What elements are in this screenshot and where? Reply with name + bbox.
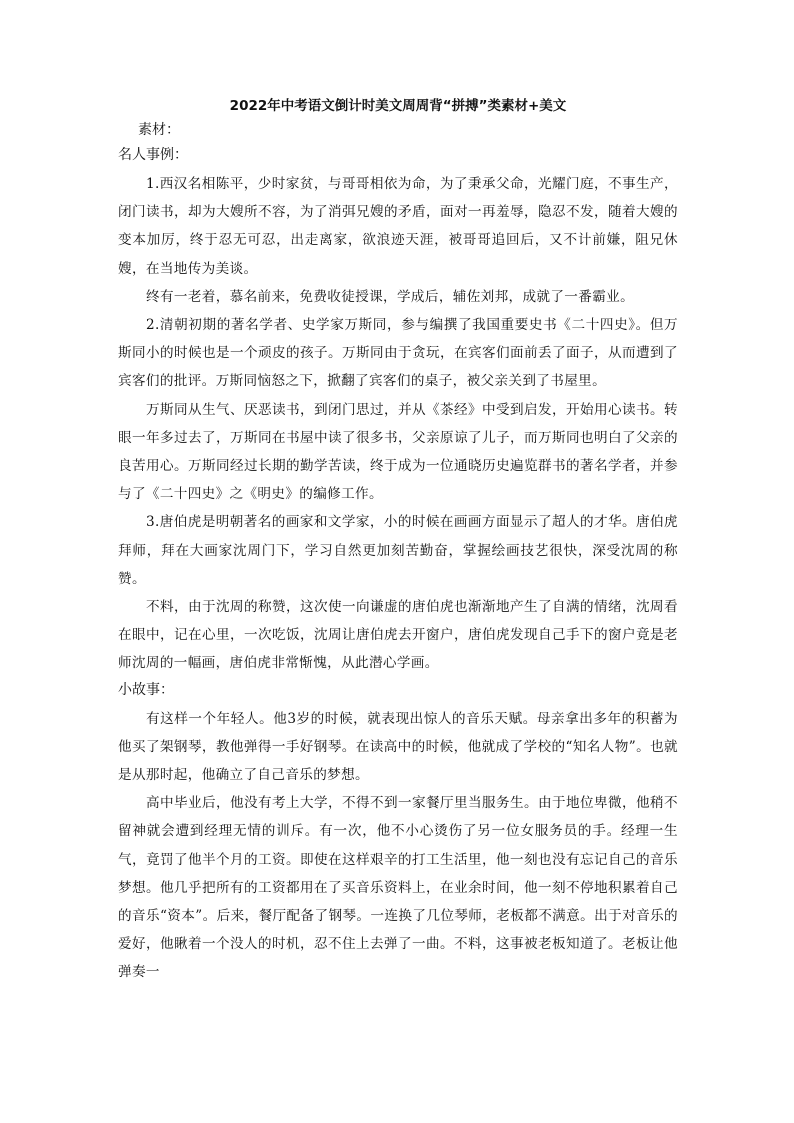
document-page xyxy=(118,96,678,987)
section-label-material: 素材： xyxy=(138,122,180,138)
paragraph: 1.西汉名相陈平，少时家贫，与哥哥相依为命，为了秉承父命，光耀门庭，不事生产，闭门读书，却为大嫂所不容，为了消弭兄嫂的矛盾，面对一再羞辱，隐忍不发，随着大嫂的变本加厉，终于忍无可忍，出走离家，欲浪迹天涯，被哥哥追回后，又不计前嫌，阻兄休嫂，在当地传为美谈。 xyxy=(118,176,678,277)
section-label-story: 小故事： xyxy=(118,681,174,698)
paragraph: 有这样一个年轻人。他3岁的时候，就表现出惊人的音乐天赋。母亲拿出多年的积蓄为他买了架钢琴，教他弹得一手好钢琴。在读高中的时候，他就成了学校的“知名人物”。也就是从那时起，他确立了自己音乐的梦想。 xyxy=(118,710,678,784)
paragraph: 2.清朝初期的著名学者、史学家万斯同，参与编撰了我国重要史书《二十四史》。但万斯同小的时候也是一个顽皮的孩子。万斯同由于贪玩，在宾客们面前丢了面子，从而遭到了宾客们的批评。万斯同恼怒之下，掀翻了宾客们的桌子，被父亲关到了书屋里。 xyxy=(118,317,678,390)
paragraph: 高中毕业后，他没有考上大学，不得不到一家餐厅里当服务生。由于地位卑微，他稍不留神就会遭到经理无情的训斥。有一次，他不小心烫伤了另一位女服务员的手。经理一生气，竟罚了他半个月的工资。即使在这样艰辛的打工生活里，他一刻也没有忘记自己的音乐梦想。他几乎把所有的工资都用在了买音乐资料上，在业余时间，他一刻不停地积累着自己的音乐“资本”。后来，餐厅配备了钢琴。一连换了几位琴师，老板都不满意。出于对音乐的爱好，他瞅着一个没人的时机，忍不住上去弹了一曲。不料，这事被老板知道了。老板让他弹奏一 xyxy=(118,795,678,981)
section-label-famous: 名人事例： xyxy=(118,147,188,163)
document-title: 2022年中考语文倒计时美文周周背“拼搏”类素材+美文 xyxy=(229,98,567,114)
paragraph: 终有一老着，慕名前来，免费收徒授课，学成后，辅佐刘邦，成就了一番霸业。 xyxy=(146,288,635,305)
paragraph: 3.唐伯虎是明朝著名的画家和文学家，小的时候在画画方面显示了超人的才华。唐伯虎拜师，拜在大画家沈周门下，学习自然更加刻苦勤奋，掌握绘画技艺很快，深受沈周的称赞。 xyxy=(118,514,678,587)
paragraph: 不料，由于沈周的称赞，这次使一向谦虚的唐伯虎也渐渐地产生了自满的情绪，沈周看在眼中，记在心里，一次吃饭，沈周让唐伯虎去开窗户，唐伯虎发现自己手下的窗户竟是老师沈周的一幅画，唐伯虎非常惭愧，从此潜心学画。 xyxy=(118,599,678,672)
paragraph: 万斯同从生气、厌恶读书，到闭门思过，并从《茶经》中受到启发，开始用心读书。转眼一年多过去了，万斯同在书屋中读了很多书，父亲原谅了儿子，而万斯同也明白了父亲的良苦用心。万斯同经过长期的勤学苦读，终于成为一位通晓历史遍览群书的著名学者，并参与了《二十四史》之《明史》的编修工作。 xyxy=(118,401,678,503)
